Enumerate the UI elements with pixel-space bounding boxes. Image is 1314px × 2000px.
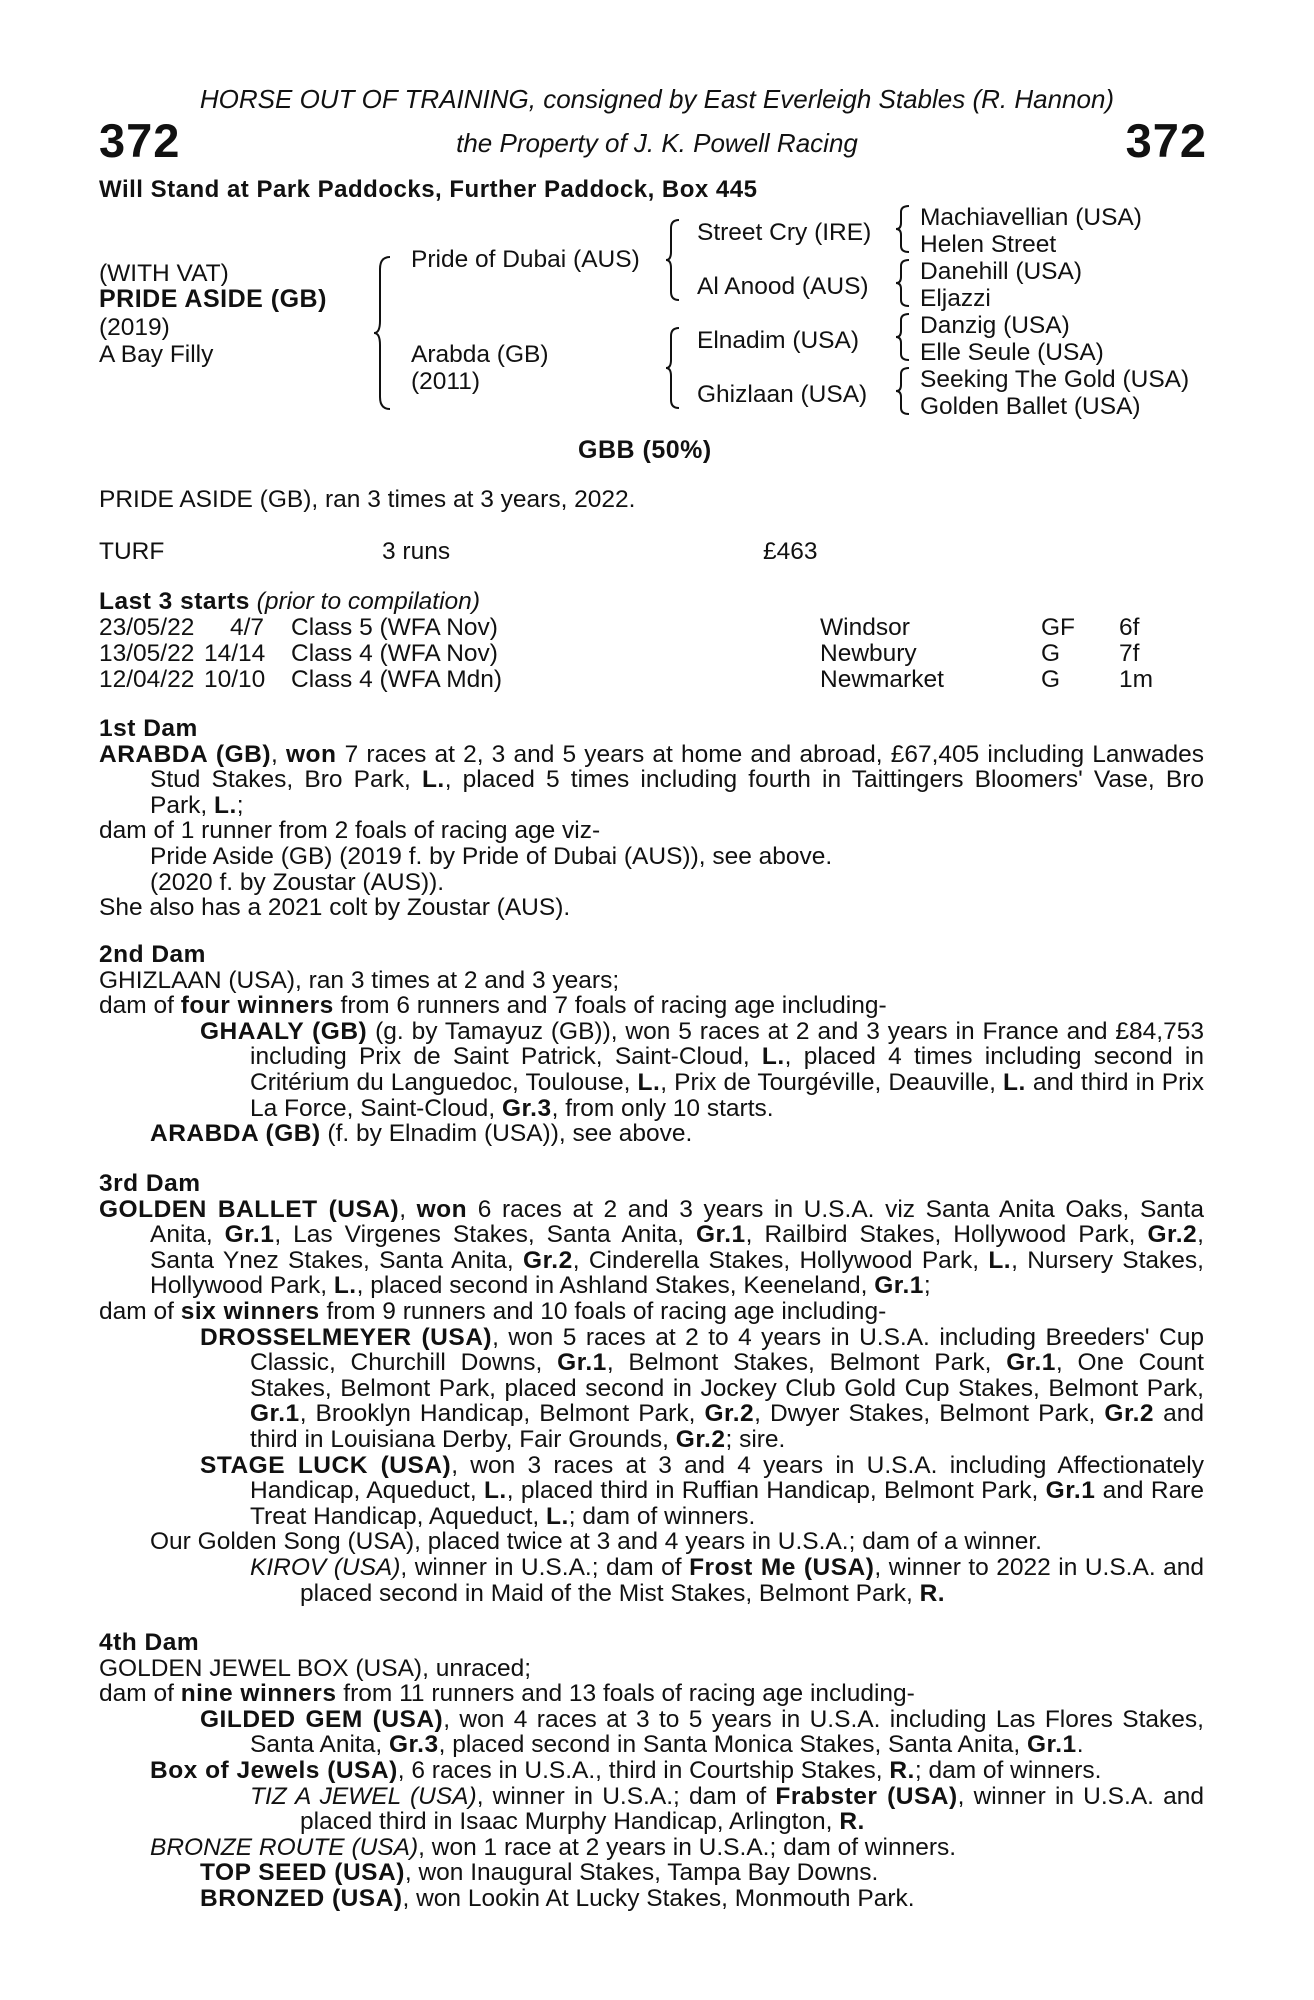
- pedigree-brace-ds: [894, 312, 912, 362]
- text: , 6 races in U.S.A., third in Courtship Stakes,: [397, 1756, 890, 1784]
- start-row-pos: 4/7: [230, 614, 265, 641]
- text: , won 1 race at 2 years in U.S.A.; dam of winners.: [418, 1833, 957, 1861]
- dam-dam: Ghizlaan (USA): [697, 381, 868, 408]
- horse-name: BRONZED (USA): [200, 1884, 403, 1912]
- text: , placed second in Ashland Stakes, Keeneland,: [356, 1272, 875, 1300]
- start-row-going: G: [1041, 640, 1061, 667]
- text: dam of: [99, 1680, 181, 1708]
- sire-dam: Al Anood (AUS): [697, 273, 869, 300]
- horse-name: STAGE LUCK (USA): [200, 1451, 452, 1479]
- text: , won Inaugural Stakes, Tampa Bay Downs.: [404, 1859, 879, 1887]
- text: , placed 4 times including second in Critérium du Languedoc, Toulouse,: [250, 1043, 1204, 1096]
- text: and Rare Treat Handicap, Aqueduct,: [250, 1477, 1204, 1530]
- start-row-distance: 6f: [1119, 614, 1140, 641]
- group-mark: Gr.2: [704, 1400, 755, 1428]
- dam-name: ARABDA (GB): [99, 740, 271, 768]
- text: ; dam of winners.: [914, 1756, 1102, 1784]
- property-line: the Property of J. K. Powell Racing: [456, 128, 858, 158]
- pedigree-brace-main: [372, 255, 394, 411]
- text: , Prix de Tourgéville, Deauville,: [660, 1068, 1004, 1096]
- runs-count: 3 runs: [382, 538, 451, 565]
- sire-sire: Street Cry (IRE): [697, 219, 872, 246]
- start-row-class: Class 5 (WFA Nov): [291, 614, 498, 641]
- start-row-going: GF: [1041, 614, 1076, 641]
- dam-name: GOLDEN BALLET (USA): [99, 1195, 400, 1223]
- won-label: won: [416, 1195, 468, 1223]
- produce-entry: [99, 1453, 1204, 1530]
- winners-count: nine winners: [180, 1680, 337, 1708]
- listed-mark: L.: [1003, 1068, 1026, 1096]
- dam-sire: Elnadim (USA): [697, 327, 860, 354]
- text: , winner in U.S.A. and placed third in Isaac Murphy Handicap, Arlington,: [300, 1782, 1205, 1836]
- text: , Dwyer Stakes, Belmont Park,: [754, 1400, 1105, 1428]
- text: , Belmont Stakes, Belmont Park,: [606, 1349, 1007, 1377]
- group-mark: Gr.1: [874, 1272, 924, 1300]
- won-label: won: [285, 740, 337, 768]
- listed-mark: L.: [333, 1272, 357, 1300]
- produce-entry: [99, 1555, 1204, 1606]
- group-mark: Gr.1: [557, 1349, 607, 1377]
- produce-entry: [99, 1784, 1204, 1835]
- text: , won 3 races at 3 and 4 years in U.S.A. including Affectionately Handicap, Aqueduct,: [250, 1451, 1204, 1505]
- consignor-line: HORSE OUT OF TRAINING, consigned by East Everleigh Stables (R. Hannon): [199, 84, 1115, 114]
- text: dam of: [99, 992, 181, 1020]
- text: ; sire.: [725, 1425, 786, 1453]
- produce-entry: [99, 1886, 1204, 1912]
- produce-entry: [99, 1325, 1204, 1453]
- text: , won 4 races at 3 to 5 years in U.S.A. including Las Flores Stakes, Santa Anita,: [250, 1705, 1204, 1759]
- lot-number-left: 372: [99, 114, 181, 167]
- text: , Cinderella Stakes, Hollywood Park,: [572, 1246, 989, 1274]
- text: , won 5 races at 2 to 4 years in U.S.A. including Breeders' Cup Classic, Churchill Downs,: [250, 1323, 1204, 1377]
- horse-name: GILDED GEM (USA): [200, 1705, 444, 1733]
- horse-name: BRONZE ROUTE (USA): [150, 1833, 419, 1861]
- start-row-distance: 7f: [1119, 640, 1140, 667]
- produce-entry: [99, 1860, 1204, 1886]
- pedigree-brace-dam: [664, 326, 682, 410]
- text: , placed third in Ruffian Handicap, Belmont Park,: [506, 1477, 1046, 1505]
- text: and third in Prix La Force, Saint-Cloud,: [250, 1068, 1204, 1122]
- start-row-distance: 1m: [1119, 666, 1154, 693]
- second-dam-record: GHIZLAAN (USA), ran 3 times at 2 and 3 years;: [99, 966, 620, 994]
- listed-mark: L.: [988, 1246, 1012, 1274]
- second-dam-heading: 2nd Dam: [99, 941, 206, 968]
- start-row-course: Newbury: [820, 640, 917, 667]
- start-row-class: Class 4 (WFA Nov): [291, 640, 498, 667]
- last-starts-note: (prior to compilation): [256, 588, 480, 615]
- produce-item: (2020 f. by Zoustar (AUS)).: [150, 868, 445, 896]
- text: ;: [923, 1272, 931, 1300]
- fourth-dam-record: GOLDEN JEWEL BOX (USA), unraced;: [99, 1654, 532, 1682]
- start-row-course: Newmarket: [820, 666, 944, 693]
- gbb-percentage: GBB (50%): [578, 436, 712, 464]
- start-row-course: Windsor: [820, 614, 910, 641]
- sss: Machiavellian (USA): [920, 204, 1142, 231]
- text: dam of: [99, 1297, 181, 1325]
- text: , winner in U.S.A.; dam of: [400, 1553, 690, 1581]
- pedigree-brace-ss: [894, 204, 912, 254]
- listed-mark: L.: [761, 1043, 785, 1071]
- text: from 11 runners and 13 foals of racing age including-: [336, 1680, 915, 1708]
- text: , Railbird Stakes, Hollywood Park,: [745, 1221, 1148, 1249]
- text: , Las Virgenes Stakes, Santa Anita,: [274, 1221, 696, 1249]
- dam-year: (2011): [411, 368, 481, 395]
- text: .: [1076, 1731, 1084, 1759]
- group-mark: Gr.1: [1006, 1349, 1056, 1377]
- produce-entry: [99, 1121, 1204, 1147]
- start-row-class: Class 4 (WFA Mdn): [291, 666, 503, 693]
- produce-entry: [99, 1707, 1204, 1758]
- group-mark: Gr.2: [1104, 1400, 1155, 1428]
- text: , winner to 2022 in U.S.A. and placed second in Maid of the Mist Stakes, Belmont Park,: [300, 1553, 1204, 1607]
- horse-name: PRIDE ASIDE (GB): [99, 285, 327, 313]
- horse-name: Frost Me (USA): [689, 1553, 875, 1581]
- winners-count: four winners: [180, 992, 334, 1020]
- start-row-going: G: [1041, 666, 1061, 693]
- pedigree-brace-dd: [894, 366, 912, 416]
- vat-note: (WITH VAT): [99, 260, 229, 287]
- produce-entry: [99, 1758, 1204, 1784]
- dam-name: Arabda (GB): [411, 341, 549, 368]
- first-dam-heading: 1st Dam: [99, 715, 198, 742]
- text: (g. by Tamayuz (GB)), won 5 races at 2 and 3 years in France and £84,753 including Prix de Saint Patrick, Saint-Cloud,: [250, 1017, 1204, 1071]
- horse-description: A Bay Filly: [99, 341, 214, 368]
- horse-name: DROSSELMEYER (USA): [200, 1323, 493, 1351]
- dsd: Elle Seule (USA): [920, 339, 1104, 366]
- last-starts-title: Last 3 starts: [99, 588, 250, 615]
- horse-year: (2019): [99, 314, 170, 341]
- racing-summary: PRIDE ASIDE (GB), ran 3 times at 3 years, 2022.: [99, 486, 636, 513]
- lot-number-right: 372: [1125, 114, 1207, 167]
- first-dam-produce: dam of 1 runner from 2 foals of racing age viz-: [99, 817, 601, 845]
- second-dam-section: [99, 942, 1204, 1147]
- text: , Brooklyn Handicap, Belmont Park,: [299, 1400, 705, 1428]
- sds: Danehill (USA): [920, 258, 1083, 285]
- pedigree-brace-sire: [664, 218, 682, 302]
- text: , won Lookin At Lucky Stakes, Monmouth Park.: [402, 1884, 915, 1912]
- sdd: Eljazzi: [920, 285, 991, 312]
- first-dam-section: [99, 716, 1204, 921]
- group-mark: Gr.1: [250, 1400, 300, 1428]
- listed-mark: L.: [421, 766, 445, 794]
- pedigree-brace-sd: [894, 258, 912, 308]
- group-mark: Gr.2: [1147, 1221, 1198, 1249]
- text: , Nursery Stakes, Hollywood Park,: [150, 1246, 1204, 1300]
- fourth-dam-section: [99, 1630, 1204, 1912]
- sire-name: Pride of Dubai (AUS): [411, 246, 640, 273]
- horse-name: TIZ A JEWEL (USA): [250, 1782, 477, 1810]
- third-dam-record: GOLDEN BALLET (USA), won 6 races at 2 and 3 years in U.S.A. viz Santa Anita Oaks, Santa Anita, Gr.1, Las Virgenes Stakes, Santa Anita, Gr.1, Railbird Stakes, Hollywood Park, Gr.2, Santa Ynez Stakes, Santa Anita, Gr.2, Cinderella Stakes, Hollywood Park, L., Nursery Stakes, Hollywood Park, L., placed second in Ashland Stakes, Keeneland, Gr.1;: [99, 1195, 1204, 1300]
- listed-mark: L.: [483, 1477, 507, 1505]
- group-mark: Gr.1: [1027, 1731, 1077, 1759]
- third-dam-heading: 3rd Dam: [99, 1170, 201, 1197]
- listed-mark: L.: [546, 1502, 569, 1530]
- start-row-pos: 10/10: [204, 666, 266, 693]
- listed-mark: L.: [214, 791, 237, 819]
- start-row-date: 13/05/22: [99, 640, 195, 667]
- ssd: Helen Street: [920, 231, 1057, 258]
- stand-location: Will Stand at Park Paddocks, Further Paddock, Box 445: [99, 176, 758, 203]
- horse-name: Box of Jewels (USA): [150, 1756, 398, 1784]
- third-dam-produce: [99, 1299, 1204, 1325]
- horse-name: Frabster (USA): [775, 1782, 958, 1810]
- text: and third in Louisiana Derby, Fair Grounds,: [250, 1400, 1205, 1453]
- text: , from only 10 starts.: [551, 1094, 774, 1122]
- group-mark: Gr.1: [224, 1221, 275, 1249]
- horse-name: GHAALY (GB): [200, 1017, 368, 1045]
- dds: Seeking The Gold (USA): [920, 366, 1190, 393]
- start-row-pos: 14/14: [204, 640, 266, 667]
- group-mark: Gr.2: [675, 1425, 726, 1453]
- fourth-dam-heading: 4th Dam: [99, 1629, 200, 1656]
- third-dam-section: [99, 1171, 1204, 1606]
- first-dam-also: She also has a 2021 colt by Zoustar (AUS).: [99, 894, 571, 922]
- group-mark: Gr.1: [695, 1221, 746, 1249]
- group-mark: Gr.3: [501, 1094, 552, 1122]
- produce-entry: [99, 1019, 1204, 1121]
- start-row-date: 12/04/22: [99, 666, 195, 693]
- dss: Danzig (USA): [920, 312, 1070, 339]
- earnings: £463: [763, 538, 818, 565]
- text: ; dam of winners.: [568, 1502, 756, 1530]
- surface-label: TURF: [99, 538, 165, 565]
- produce-entry: [99, 1835, 1204, 1861]
- horse-name: TOP SEED (USA): [200, 1859, 405, 1887]
- fourth-dam-produce: [99, 1681, 1204, 1707]
- text: , One Count Stakes, Belmont Park, placed second in Jockey Club Gold Cup Stakes, Belmont Park,: [250, 1349, 1204, 1402]
- group-mark: Gr.3: [388, 1731, 439, 1759]
- ddd: Golden Ballet (USA): [920, 393, 1141, 420]
- text: , Santa Ynez Stakes, Santa Anita,: [150, 1221, 1204, 1274]
- second-dam-produce: [99, 993, 1204, 1019]
- horse-name: ARABDA (GB): [150, 1120, 321, 1148]
- text: , placed second in Santa Monica Stakes, Santa Anita,: [438, 1731, 1027, 1759]
- last-starts-heading: [99, 588, 480, 616]
- text: (f. by Elnadim (USA)), see above.: [320, 1120, 693, 1148]
- text: 6 races at 2 and 3 years in U.S.A. viz Santa Anita Oaks, Santa Anita,: [150, 1195, 1204, 1249]
- text: from 9 runners and 10 foals of racing age including-: [319, 1297, 887, 1325]
- text: , winner in U.S.A.; dam of: [476, 1782, 776, 1810]
- first-dam-record: ARABDA (GB), won 7 races at 2, 3 and 5 years at home and abroad, £67,405 including Lanwades Stud Stakes, Bro Park, L., placed 5 times including fourth in Taittingers Bloomers' Vase, Bro Park, L.;: [99, 740, 1205, 819]
- produce-entry: Our Golden Song (USA), placed twice at 3 and 4 years in U.S.A.; dam of a winner.: [150, 1528, 1042, 1556]
- horse-name: KIROV (USA): [250, 1553, 401, 1581]
- group-mark: Gr.1: [1045, 1477, 1096, 1505]
- text: 7 races at 2, 3 and 5 years at home and abroad, £67,405 including Lanwades Stud Stakes, Bro Park,: [150, 740, 1205, 794]
- start-row-date: 23/05/22: [99, 614, 195, 641]
- group-mark: Gr.2: [523, 1246, 573, 1274]
- produce-item: Pride Aside (GB) (2019 f. by Pride of Dubai (AUS)), see above.: [150, 842, 833, 870]
- text: from 6 runners and 7 foals of racing age including-: [333, 992, 887, 1020]
- winners-count: six winners: [180, 1297, 320, 1325]
- restricted-mark: R.: [919, 1579, 946, 1607]
- listed-mark: L.: [637, 1068, 661, 1096]
- restricted-mark: R.: [839, 1808, 865, 1836]
- text: , placed 5 times including fourth in Taittingers Bloomers' Vase, Bro Park,: [150, 766, 1204, 819]
- text: ;: [236, 791, 244, 819]
- restricted-mark: R.: [889, 1756, 915, 1784]
